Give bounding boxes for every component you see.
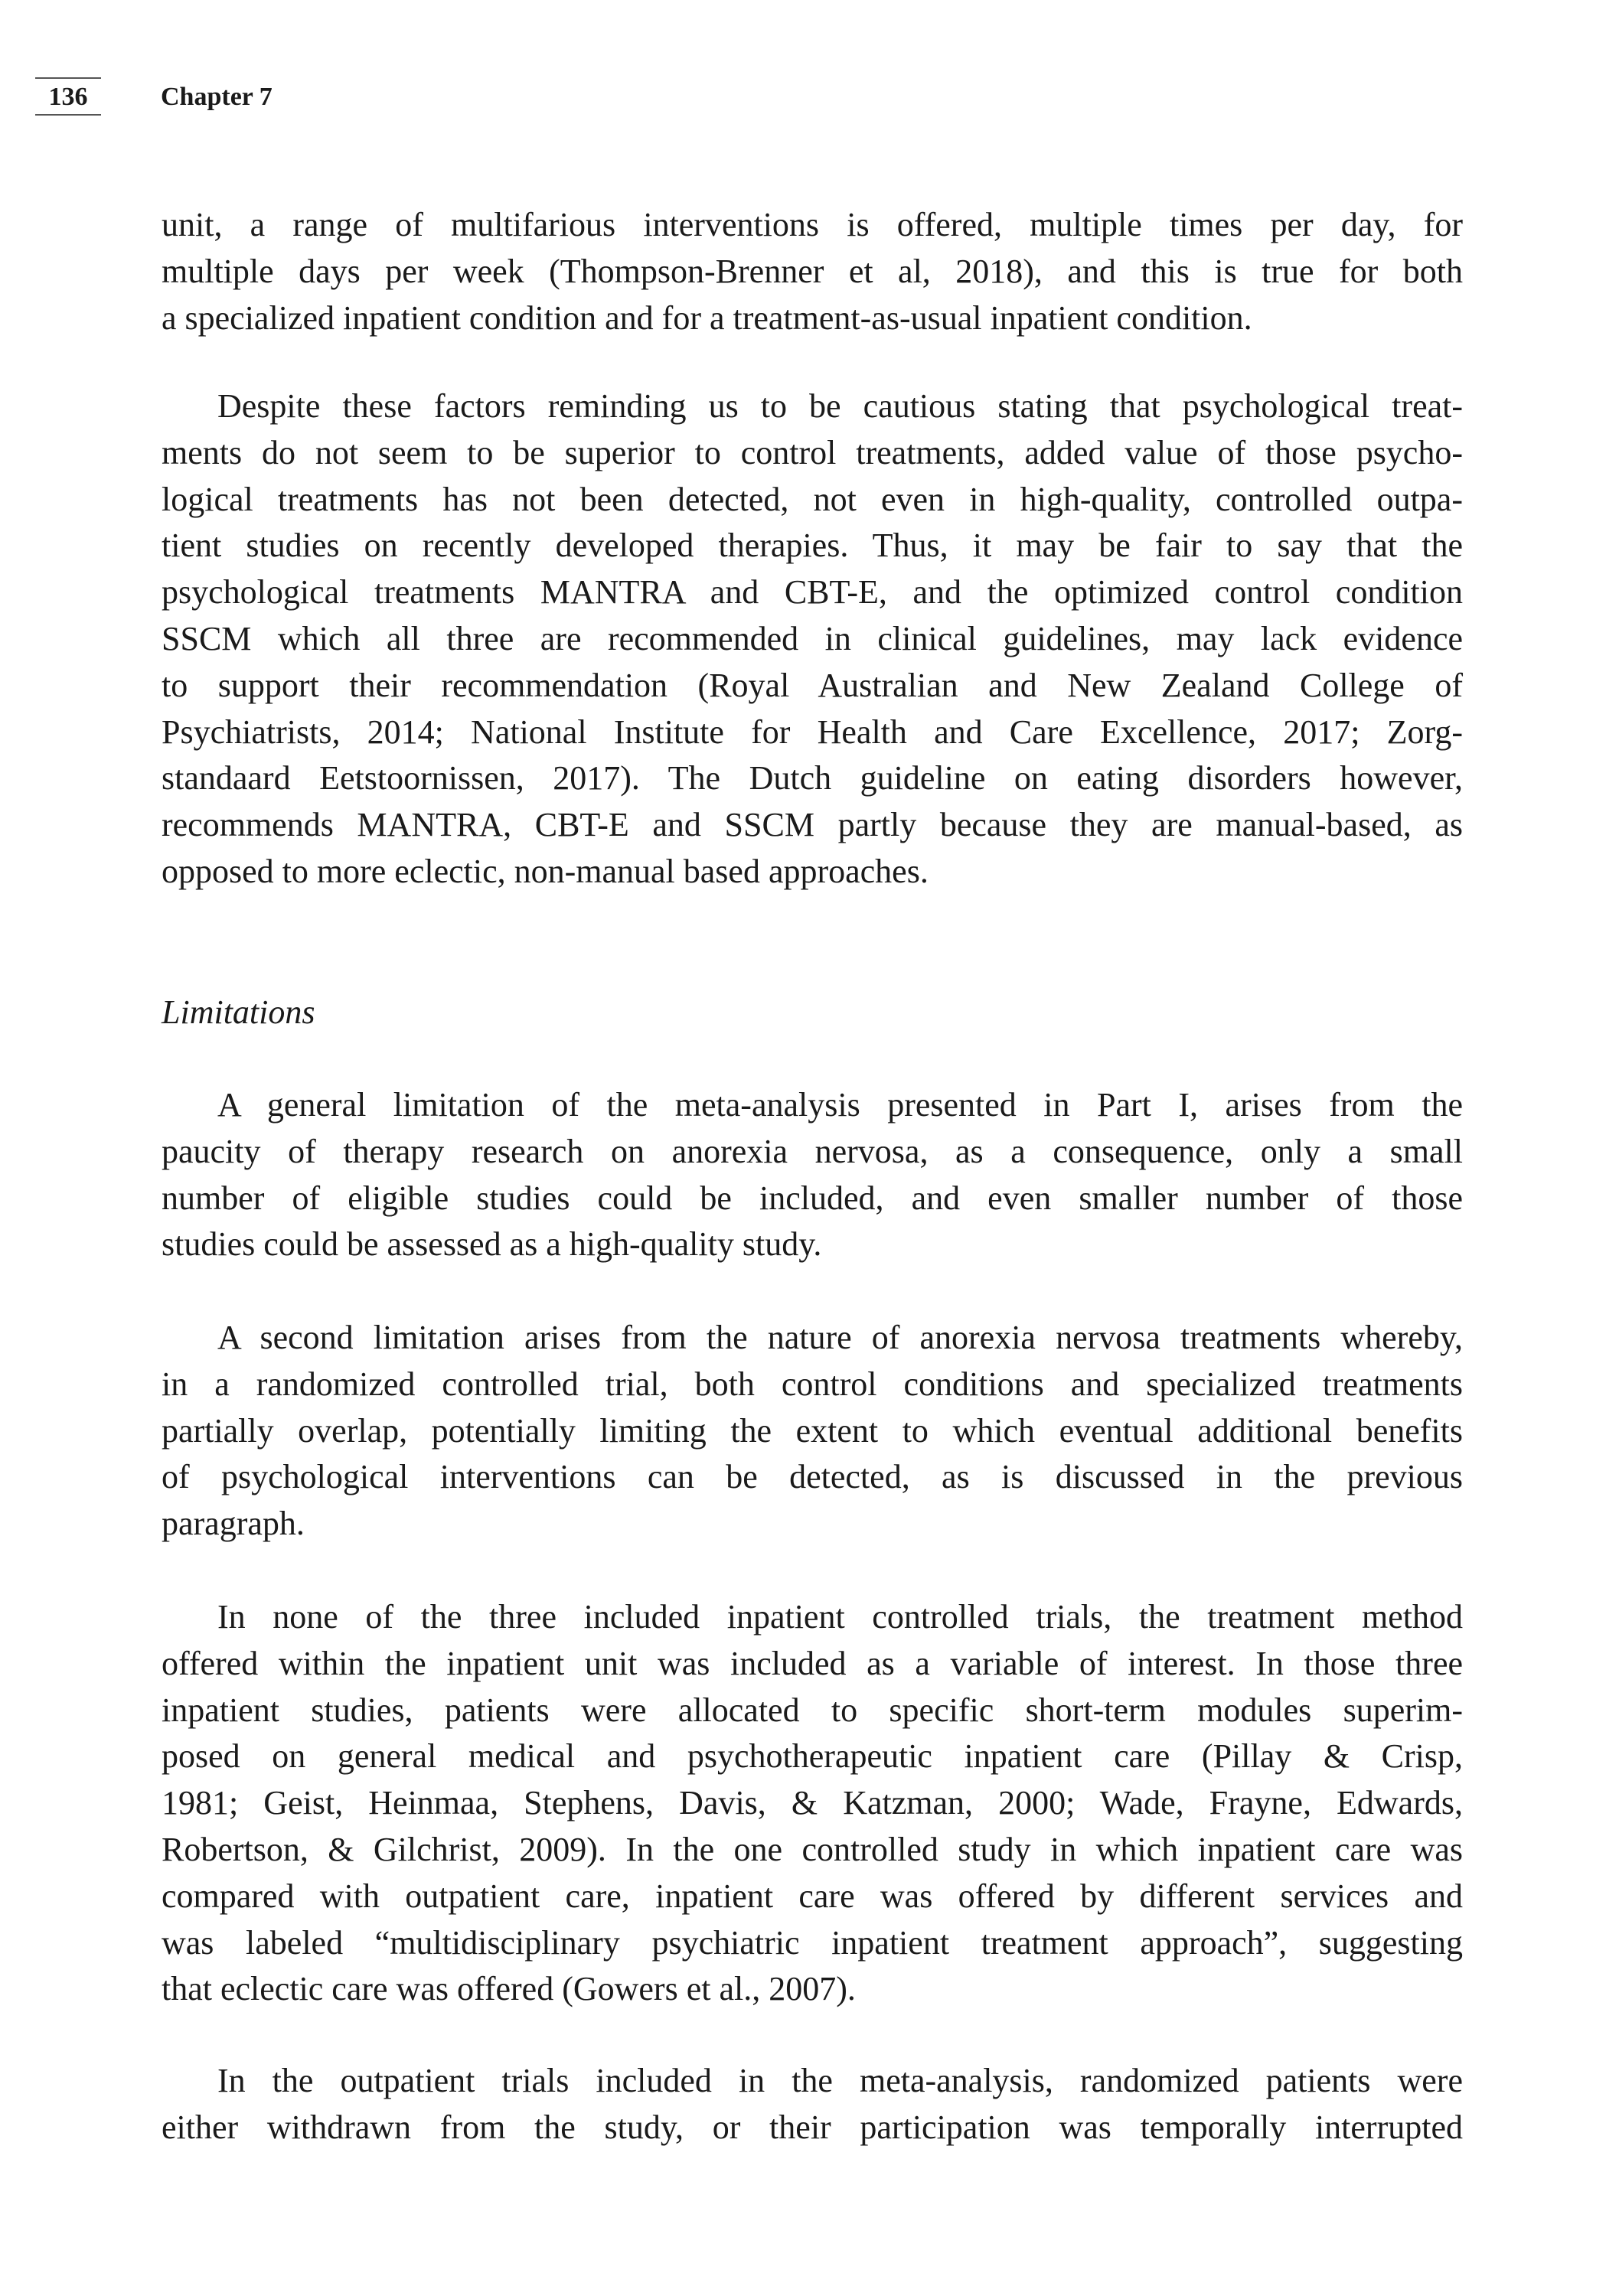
chapter-title: Chapter 7 <box>161 83 273 111</box>
text-line: inpatient studies, patients were allocated to specific short-term modules superim- <box>162 1691 1463 1729</box>
text-line: paucity of therapy research on anorexia nervosa, as a consequence, only a small <box>162 1132 1463 1170</box>
text-line: standaard Eetstoornissen, 2017). The Dutch guideline on eating disorders however, <box>162 759 1463 797</box>
text-line: of psychological interventions can be detected, as is discussed in the previous <box>162 1458 1463 1496</box>
text-line: A second limitation arises from the nature of anorexia nervosa treatments whereby, <box>217 1319 1463 1356</box>
paragraph <box>162 1594 1463 2013</box>
text-line: Psychiatrists, 2014; National Institute for Health and Care Excellence, 2017; Zorg- <box>162 713 1463 751</box>
text-line: Despite these factors reminding us to be cautious stating that psychological treat- <box>217 387 1463 425</box>
text-line: logical treatments has not been detected, not even in high-quality, controlled outpa- <box>162 480 1463 518</box>
text-line: unit, a range of multifarious interventions is offered, multiple times per day, for <box>162 206 1463 243</box>
text-line: posed on general medical and psychotherapeutic inpatient care (Pillay & Crisp, <box>162 1737 1463 1776</box>
text-line: Robertson, & Gilchrist, 2009). In the one controlled study in which inpatient care was <box>162 1830 1463 1868</box>
text-line: A general limitation of the meta-analysis presented in Part I, arises from the <box>217 1086 1463 1124</box>
paragraph <box>162 1315 1463 1548</box>
paragraph <box>162 202 1463 341</box>
text-line: that eclectic care was offered (Gowers et al., 2007). <box>162 1970 856 2008</box>
paragraph <box>162 383 1463 895</box>
text-line: compared with outpatient care, inpatient care was offered by different services and <box>162 1877 1463 1915</box>
text-line: in a randomized controlled trial, both control conditions and specialized treatments <box>162 1365 1463 1403</box>
text-line: number of eligible studies could be included, and even smaller number of those <box>162 1179 1463 1217</box>
page-number: 136 <box>48 83 88 111</box>
text-line: In the outpatient trials included in the meta-analysis, randomized patients were <box>217 2062 1463 2099</box>
text-line: paragraph. <box>162 1505 305 1543</box>
text-line: to support their recommendation (Royal Australian and New Zealand College of <box>162 666 1463 704</box>
header-rule-bottom <box>35 114 101 116</box>
text-line: was labeled “multidisciplinary psychiatric inpatient treatment approach”, suggesting <box>162 1923 1463 1962</box>
text-line: a specialized inpatient condition and for a treatment-as-usual inpatient condition. <box>162 298 1252 337</box>
section-heading: Limitations <box>162 993 315 1031</box>
text-line: ments do not seem to be superior to control treatments, added value of those psycho- <box>162 433 1463 471</box>
text-line: partially overlap, potentially limiting the extent to which eventual additional benefits <box>162 1411 1463 1450</box>
paragraph <box>162 1082 1463 1268</box>
text-line: In none of the three included inpatient controlled trials, the treatment method <box>217 1598 1463 1636</box>
text-line: recommends MANTRA, CBT-E and SSCM partly because they are manual-based, as <box>162 806 1463 844</box>
text-line: 1981; Geist, Heinmaa, Stephens, Davis, & Katzman, 2000; Wade, Frayne, Edwards, <box>162 1784 1463 1822</box>
paragraph <box>162 2058 1463 2151</box>
text-line: psychological treatments MANTRA and CBT-E, and the optimized control condition <box>162 573 1463 612</box>
text-line: tient studies on recently developed therapies. Thus, it may be fair to say that the <box>162 527 1463 565</box>
text-line: SSCM which all three are recommended in clinical guidelines, may lack evidence <box>162 619 1463 657</box>
text-line: opposed to more eclectic, non-manual based approaches. <box>162 852 929 890</box>
text-line: multiple days per week (Thompson-Brenner et al, 2018), and this is true for both <box>162 252 1463 290</box>
text-line: either withdrawn from the study, or their participation was temporally interrupted <box>162 2108 1463 2146</box>
header-rule-top <box>35 77 101 79</box>
text-line: studies could be assessed as a high-quality study. <box>162 1225 822 1264</box>
text-line: offered within the inpatient unit was included as a variable of interest. In those three <box>162 1644 1463 1682</box>
